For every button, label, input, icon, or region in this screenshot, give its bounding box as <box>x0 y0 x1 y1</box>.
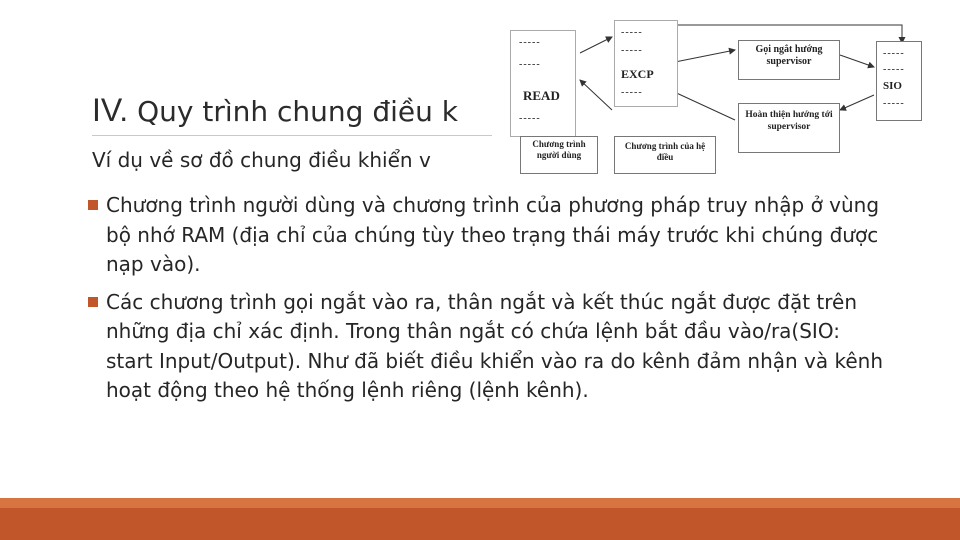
control-flow-diagram <box>510 15 922 173</box>
title-number: IV. <box>92 92 129 128</box>
bullet-text: Chương trình người dùng và chương trình của phương pháp truy nhập ở vùng bộ nhớ RAM (địa chỉ của chúng tùy theo trạng thái máy trước khi chúng được nạp vào). <box>106 193 880 276</box>
title-underline <box>92 135 492 136</box>
footer-bar <box>0 498 960 540</box>
bullet-item <box>88 191 888 280</box>
bullet-text: Các chương trình gọi ngắt vào ra, thân ngắt và kết thúc ngắt được đặt trên những địa chỉ xác định. Trong thân ngắt có chứa lệnh bắt đầu vào/ra(SIO: start Input/Output). Như đã biết điều khiển vào ra do kênh đảm nhận và kênh hoạt động theo hệ thống lệnh riêng (lệnh kênh). <box>106 289 884 402</box>
footer-bar-highlight <box>0 498 960 508</box>
read-label: READ <box>523 88 560 103</box>
bullet-item <box>88 288 888 406</box>
method-program-box: Chương trình của hệ điều <box>614 136 716 174</box>
complete-supervisor-box: Hoàn thiện hướng tới supervisor <box>738 103 840 153</box>
read-box: ----- ----- READ ----- <box>510 30 576 137</box>
sio-label: SIO <box>883 80 902 92</box>
intro-text: Ví dụ về sơ đồ chung điều khiển v <box>92 148 431 172</box>
excp-label: EXCP <box>621 67 654 81</box>
sio-box: ----- ----- SIO ----- <box>876 41 922 121</box>
bullet-list <box>88 191 888 414</box>
bullet-square-icon <box>88 200 98 210</box>
user-program-box: Chương trình người dùng <box>520 136 598 174</box>
bullet-square-icon <box>88 297 98 307</box>
slide-title <box>92 92 458 129</box>
excp-box: ----- ----- EXCP ----- <box>614 20 678 107</box>
title-text: Quy trình chung điều k <box>137 95 458 128</box>
call-supervisor-box: Gọi ngắt hướng supervisor <box>738 40 840 80</box>
